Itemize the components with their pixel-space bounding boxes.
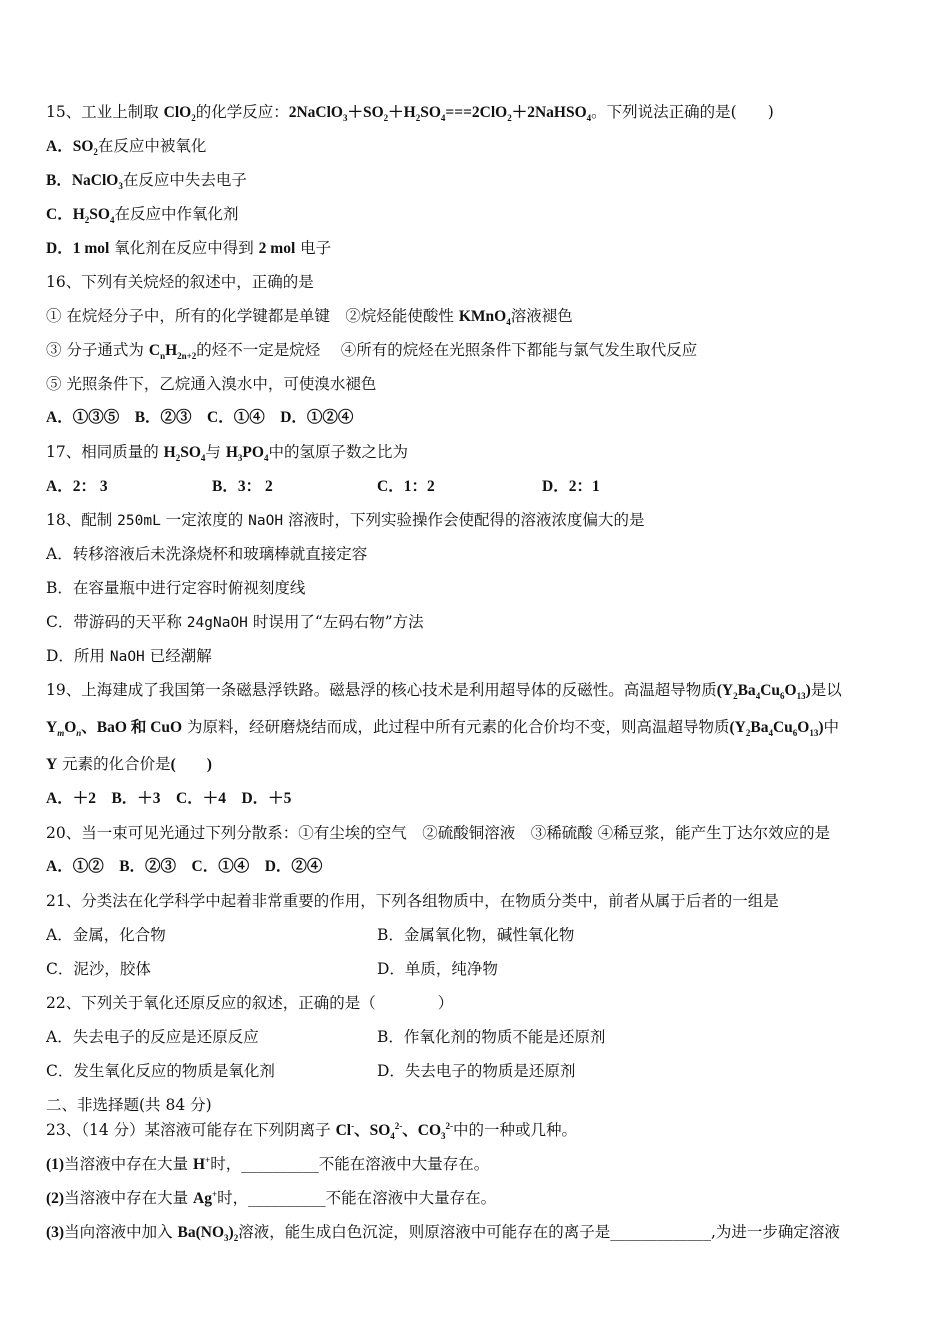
q19-options: A．＋2 B．＋3 C．＋4 D．＋5	[46, 790, 292, 807]
q15-option-a: A．$SO_2$在反应中被氧化	[46, 137, 207, 158]
answer-blank-2[interactable]: __________	[248, 1189, 326, 1207]
q17-option-b: B．3： 2	[212, 478, 273, 495]
q22-option-a: A．失去电子的反应是还原反应	[46, 1028, 259, 1046]
q15-option-d: D．1 mol 氧化剂在反应中得到 2 mol 电子	[46, 239, 332, 257]
q19-stem-line-1: 19、上海建成了我国第一条磁悬浮铁路。磁悬浮的核心技术是利用超导体的反磁性。高温超导物质$(Y_2Ba_4Cu_6O_{13})$是以	[46, 681, 842, 702]
q22-option-b: B．作氧化剂的物质不能是还原剂	[377, 1028, 606, 1046]
q17-stem: 17、相同质量的 $H_2SO_4$与 $H_3PO_4$中的氢原子数之比为	[46, 443, 408, 464]
q19-stem-line-2: $Y_mO_n$、BaO 和 CuO 为原料，经研磨烧结而成，此过程中所有元素的化合价均不变，则高温超导物质$(Y_2Ba_4Cu_6O_{13})$中	[46, 718, 840, 739]
q23-stem: 23、（14 分）某溶液可能存在下列阴离子 Cl-、$SO_4^{2-}$、$CO_3^{2-}$中的一种或几种。	[46, 1120, 578, 1142]
q18-option-c: C．带游码的天平称 24gNaOH 时误用了“左码右物”方法	[46, 613, 424, 631]
q23-part-1: (1)当溶液中存在大量 H+时，__________不能在溶液中大量存在。	[46, 1154, 490, 1173]
answer-blank-1[interactable]: __________	[241, 1155, 319, 1173]
q17-option-c: C．1：2	[377, 478, 435, 495]
q16-options: A．①③⑤ B．②③ C．①④ D．①②④	[46, 409, 354, 426]
q20-options: A．①② B．②③ C．①④ D．②④	[46, 858, 323, 875]
q15-option-c: C．$H_2SO_4$在反应中作氧化剂	[46, 205, 239, 226]
q20-stem: 20、当一束可见光通过下列分散系：①有尘埃的空气 ②硫酸铜溶液 ③稀硫酸 ④稀豆浆，能产生丁达尔效应的是	[46, 824, 831, 842]
q15-option-b: B．NaClO$_3$在反应中失去电子	[46, 171, 247, 192]
q21-stem: 21、分类法在化学科学中起着非常重要的作用，下列各组物质中，在物质分类中，前者从属于后者的一组是	[46, 892, 779, 910]
q18-option-b: B．在容量瓶中进行定容时俯视刻度线	[46, 579, 306, 597]
q16-statement-5: ⑤ 光照条件下，乙烷通入溴水中，可使溴水褪色	[46, 375, 377, 393]
q21-option-d: D．单质，纯净物	[377, 960, 498, 978]
q23-part-3: (3)当向溶液中加入 $Ba(NO_3)_2$溶液，能生成白色沉淀，则原溶液中可能存在的离子是_____________,为进一步确定溶液	[46, 1223, 840, 1244]
q23-part-2: (2)当溶液中存在大量 Ag+时，__________不能在溶液中大量存在。	[46, 1188, 497, 1207]
q22-option-d: D．失去电子的物质是还原剂	[377, 1062, 576, 1080]
q17-option-a: A．2： 3	[46, 478, 108, 495]
q22-stem: 22、下列关于氧化还原反应的叙述，正确的是（ ）	[46, 994, 454, 1012]
q18-option-a: A．转移溶液后未洗涤烧杯和玻璃棒就直接定容	[46, 545, 368, 563]
q16-stem: 16、下列有关烷烃的叙述中，正确的是	[46, 273, 314, 291]
q21-option-c: C．泥沙，胶体	[46, 960, 151, 978]
q16-statements-3-4: ③ 分子通式为 $C_nH_{2n+2}$的烃不一定是烷烃 ④所有的烷烃在光照条件下都能与氯气发生取代反应	[46, 341, 698, 362]
q22-option-c: C．发生氧化反应的物质是氧化剂	[46, 1062, 275, 1080]
q17-option-d: D．2：1	[542, 478, 600, 495]
answer-blank-3[interactable]: _____________	[610, 1223, 711, 1241]
q19-stem-line-3: Y 元素的化合价是( )	[46, 755, 212, 773]
q16-statements-1-2: ① 在烷烃分子中，所有的化学键都是单键 ②烷烃能使酸性 KMnO$_4$溶液褪色	[46, 307, 573, 328]
q21-option-a: A．金属，化合物	[46, 926, 166, 944]
q15-stem: 15、工业上制取 ClO$_2$的化学反应：$2NaClO_3+SO_2+H_2SO_4===2ClO_2+2NaHSO_4$。下列说法正确的是( )	[46, 103, 774, 124]
q18-option-d: D．所用 NaOH 已经潮解	[46, 647, 212, 665]
q21-option-b: B．金属氧化物，碱性氧化物	[377, 926, 575, 944]
section-heading: 二、非选择题(共 84 分)	[46, 1096, 212, 1114]
q18-stem: 18、配制 250mL 一定浓度的 NaOH 溶液时，下列实验操作会使配得的溶液浓度偏大的是	[46, 511, 645, 529]
